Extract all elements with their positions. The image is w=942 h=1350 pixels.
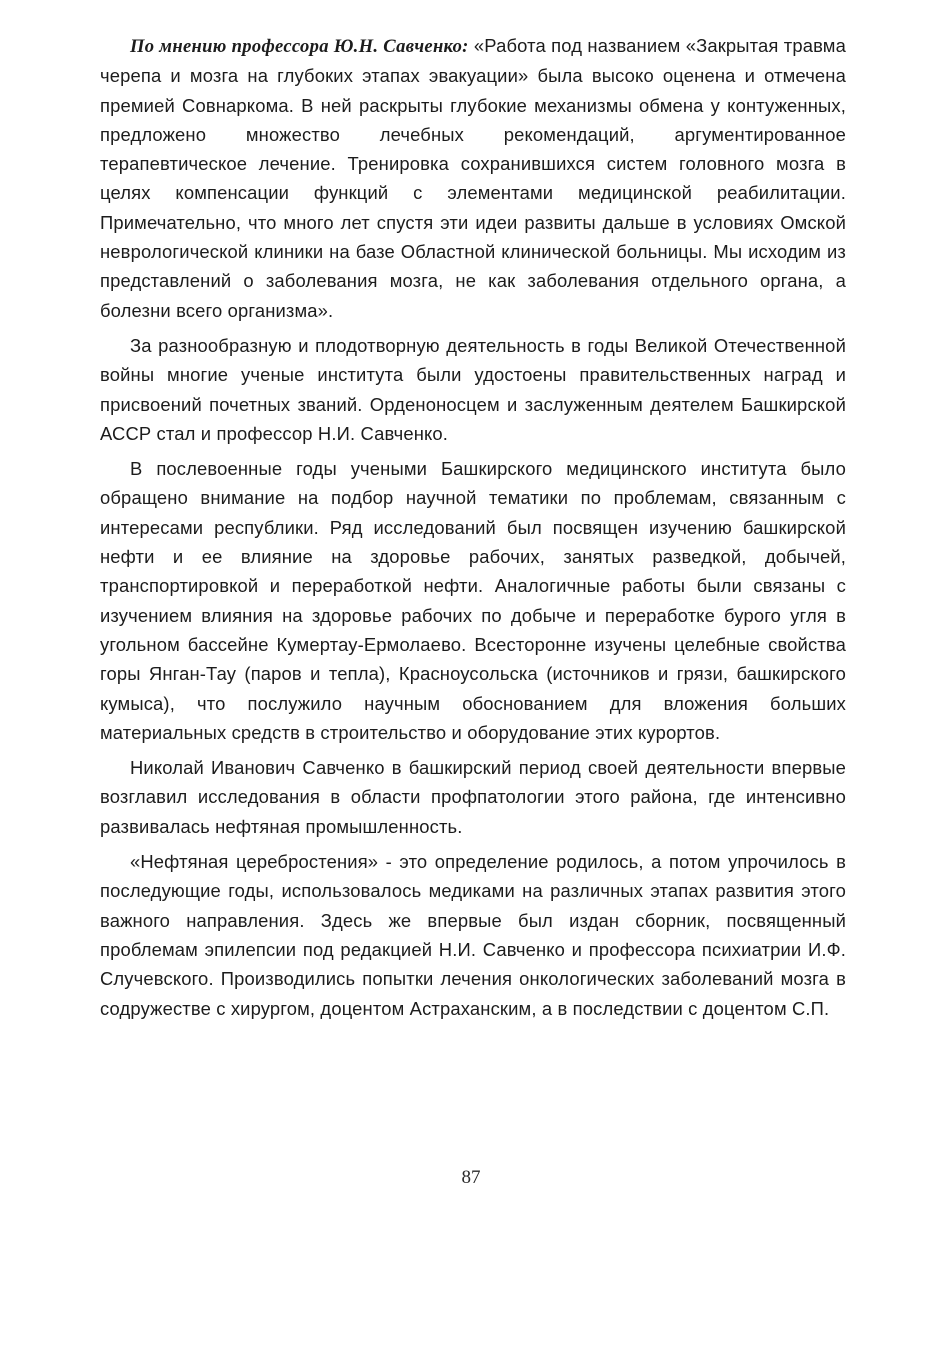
body-text (100, 31, 846, 1029)
page-number: 87 (461, 1167, 481, 1188)
paragraph-postwar-research: В послевоенные годы учеными Башкирского медицинского института было обращено внимание на подбор научной тематики по проблемам, связанным с интересами республики. Ряд исследований был посвящен изучению башкирской нефти и ее влияние на здоровье рабочих, занятых разведкой, добычей, транспортировкой и переработкой нефти. Аналогичные работы были связаны с изучением влияния на здоровье рабочих по добыче и переработке бурого угля в угольном бассейне Кумертау-Ермолаево. Всесторонне изучены целебные свойства горы Янган-Тау (паров и тепла), Красноусольска (источников и грязи, башкирского кумыса), что послужило научным обоснованием для вложения больших материальных средств в строительство и оборудование этих курортов. (100, 458, 846, 743)
paragraph-occupational-pathology: Николай Иванович Савченко в башкирский период своей деятельности впервые возглавил исследования в области профпатологии этого района, где интенсивно развивалась нефтяная промышленность. (100, 757, 846, 837)
paragraph-quote (100, 31, 846, 325)
quote-attribution: По мнению профессора Ю.Н. Савченко: (130, 36, 469, 57)
paragraph-oil-cerebrosthenia: «Нефтяная церебростения» - это определение родилось, а потом упрочилось в последующие годы, использовалось медиками на различных этапах развития этого важного направления. Здесь же впервые был издан сборник, посвященный проблемам эпилепсии под редакцией Н.И. Савченко и профессора психиатрии И.Ф. Случевского. Производились попытки лечения онкологических заболеваний мозга в содружестве с хирургом, доцентом Астраханским, а в последствии с доцентом С.П. (100, 851, 846, 1019)
paragraph-awards: За разнообразную и плодотворную деятельность в годы Великой Отечественной войны многие ученые института были удостоены правительственных наград и присвоений почетных званий. Орденоносцем и заслуженным деятелем Башкирской АССР стал и профессор Н.И. Савченко. (100, 334, 846, 444)
paragraph-text: «Работа под названием «Закрытая травма черепа и мозга на глубоких этапах эвакуации» была высоко оценена и отмечена премией Совнаркома. В ней раскрыты глубокие механизмы обмена у контуженных, предложено множество лечебных рекомендаций, аргументированное терапевтическое лечение. Тренировка сохранившихся систем головного мозга в целях компенсации функций с элементами медицинской реабилитации. Примечательно, что много лет спустя эти идеи развиты дальше в условиях Омской неврологической клиники на базе Областной клинической больницы. Мы исходим из представлений о заболевания мозга, не как заболевания отдельного органа, а болезни всего организма». (100, 35, 846, 321)
